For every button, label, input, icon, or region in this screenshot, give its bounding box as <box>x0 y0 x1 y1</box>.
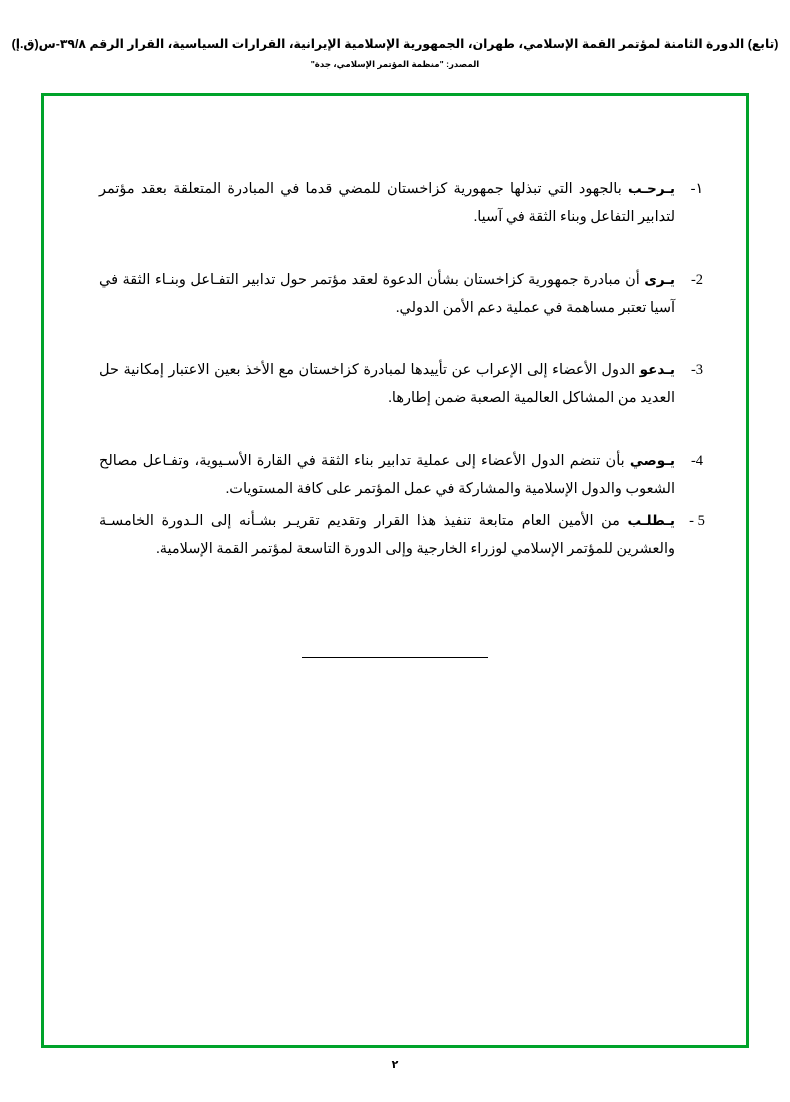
clause-body <box>99 175 675 232</box>
page-header <box>0 36 790 70</box>
section-divider <box>0 645 790 663</box>
list-item <box>41 356 749 413</box>
clause-number: 2- <box>690 271 704 288</box>
page-number: ٢ <box>391 1059 399 1071</box>
clause-number: ١- <box>690 181 704 197</box>
clause-number: 4- <box>690 452 704 469</box>
clause-body <box>99 447 675 504</box>
clause-body <box>99 266 675 323</box>
list-item <box>41 507 749 564</box>
clause-verb: يـدعو <box>639 362 675 378</box>
clause-number: 3- <box>690 362 704 379</box>
clause-verb: يـوصي <box>629 452 676 468</box>
clause-text: أن مبادرة جمهورية كزاخستان بشأن الدعوة لعقد مؤتمر حول تدابير التفـاعل وبنـاء الثقة في آسيا تعتبر مساهمة في عملية دعم الأمن الدولي. <box>99 271 675 316</box>
clause-number: 5 - <box>689 513 705 530</box>
resolution-clause-list <box>41 175 749 598</box>
clause-text: بالجهود التي تبذلها جمهورية كزاخستان للمضي قدما في المبادرة المتعلقة بعقد مؤتمر لتدابير التفاعل وبناء الثقة في آسيا. <box>99 181 675 226</box>
clause-text: بأن تنضم الدول الأعضاء إلى عملية تدابير بناء الثقة في القارة الأسـيوية، وتفـاعل مصالح الشعوب والدول الإسلامية والمشاركة في عمل المؤتمر على كافة المستويات. <box>99 452 675 497</box>
list-item <box>41 447 749 504</box>
clause-verb: يـطلـب <box>627 513 676 529</box>
clause-text: الدول الأعضاء إلى الإعراب عن تأييدها لمبادرة كزاخستان مع الأخذ بعين الاعتبار إمكانية حل العديد من المشاكل العالمية الصعبة ضمن إطارها. <box>99 362 675 407</box>
list-item <box>41 175 749 232</box>
clause-body <box>99 356 675 413</box>
clause-text: من الأمين العام متابعة تنفيذ هذا القرار وتقديم تقريـر بشـأنه إلى الـدورة الخامسـة والعشرين للمؤتمر الإسلامي لوزراء الخارجية وإلى الدورة التاسعة لمؤتمر القمة الإسلامية. <box>99 513 675 558</box>
list-item <box>41 266 749 323</box>
divider-rule <box>302 657 488 658</box>
clause-body <box>99 507 675 564</box>
clause-verb: يـرى <box>644 271 675 287</box>
clause-verb: يـرحـب <box>627 181 675 196</box>
header-source: المصدر: "منظمة المؤتمر الإسلامي، جدة" <box>310 59 480 70</box>
header-title: (تابع) الدورة الثامنة لمؤتمر القمة الإسلامي، طهران، الجمهورية الإسلامية الإيرانية، القرارات السياسية، القرار الرقم ٣٩/٨-س(ق.إ) <box>11 37 779 51</box>
